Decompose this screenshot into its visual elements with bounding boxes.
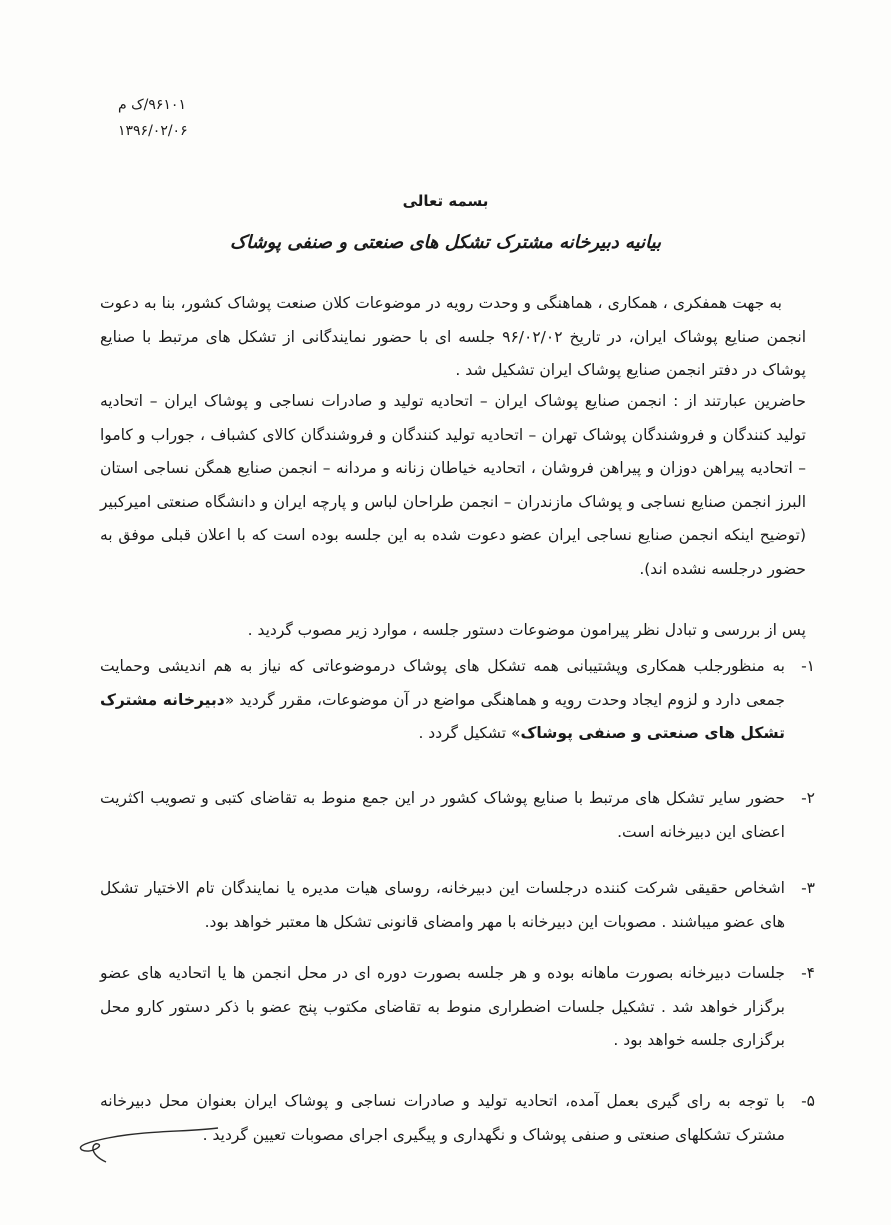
resolution-intro: پس از بررسی و تبادل نظر پیرامون موضوعات دستور جلسه ، موارد زیر مصوب گردید .	[247, 621, 806, 639]
resolution-item-1	[100, 650, 815, 751]
resolution-item-3	[100, 872, 815, 939]
reference-block	[118, 92, 218, 144]
resolution-item-2	[100, 782, 815, 849]
item-number: ۲-	[801, 789, 815, 807]
item-number: ۱-	[801, 657, 815, 675]
attendees-paragraph: حاضرین عبارتند از : انجمن صنایع پوشاک ایران – اتحادیه تولید و صادرات نساجی و پوشاک ایران – اتحادیه تولید کنندگان و فروشندگان پوشاک تهران – اتحادیه تولید کنندگان و فروشندگان کالای کشباف ، جوراب و کاموا – اتحادیه پیراهن دوزان و پیراهن فروشان ، اتحادیه خیاطان زنانه و مردانه – انجمن صنایع همگن نساجی استان البرز انجمن صنایع نساجی و پوشاک مازندران – انجمن طراحان لباس و پارچه ایران و دانشگاه صنعتی امیرکبیر (توضیح اینکه انجمن صنایع نساجی ایران عضو دعوت شده به این جلسه بوده است که با اعلان قبلی موفق به حضور درجلسه نشده اند).	[100, 392, 806, 578]
item-text-part: به منظورجلب همکاری وپشتیبانی همه تشکل های پوشاک درموضوعاتی که نیاز به هم اندیشی وحمایت جمعی دارد و لزوم ایجاد وحدت رویه و هماهنگی مواضع در آن موضوعات، مقرر گردید «	[100, 657, 785, 709]
intro-paragraph: به جهت همفکری ، همکاری ، هماهنگی و وحدت رویه در موضوعات کلان صنعت پوشاک کشور، بنا به دعوت انجمن صنایع پوشاک ایران، در تاریخ ۹۶/۰۲/۰۲ جلسه ای با حضور نمایندگانی از تشکل های مرتبط با صنایع پوشاک در دفتر انجمن صنایع پوشاک ایران تشکیل شد .	[100, 294, 806, 379]
item-text: حضور سایر تشکل های مرتبط با صنایع پوشاک کشور در این جمع منوط به تقاضای کتبی و تصویب اکثریت اعضای این دبیرخانه است.	[100, 789, 785, 841]
reference-number: ۹۶۱۰۱/ک م	[118, 97, 186, 113]
item-number: ۵-	[801, 1092, 815, 1110]
resolution-item-4	[100, 957, 815, 1058]
document-title: بیانیه دبیرخانه مشترک تشکل های صنعتی و صنفی پوشاک	[229, 232, 662, 253]
item-bold-text: دبیرخانه مشترک تشکل های صنعتی و صنفی پوشاک	[100, 690, 785, 742]
signature-mark	[68, 1110, 228, 1170]
item-number: ۴-	[801, 964, 815, 982]
item-text-part: » تشکیل گردد .	[418, 724, 521, 742]
basmala-heading: بسمه تعالی	[402, 192, 489, 210]
item-text: اشخاص حقیقی شرکت کننده درجلسات این دبیرخانه، روسای هیات مدیره یا نمایندگان تام الاختیار تشکل های عضو میباشند . مصوبات این دبیرخانه با مهر وامضای قانونی تشکل ها معتبر خواهد بود.	[100, 879, 785, 931]
item-text: جلسات دبیرخانه بصورت ماهانه بوده و هر جلسه بصورت دوره ای در محل انجمن ها یا اتحادیه های عضو برگزار خواهد شد . تشکیل جلسات اضطراری منوط به تقاضای مکتوب پنج عضو با ذکر دستور کارو محل برگزاری جلسه خواهد بود .	[100, 964, 785, 1049]
reference-date: ۱۳۹۶/۰۲/۰۶	[118, 123, 188, 139]
item-number: ۳-	[801, 879, 815, 897]
item-text	[100, 650, 785, 751]
item-text: با توجه به رای گیری بعمل آمده، اتحادیه تولید و صادرات نساجی و پوشاک ایران بعنوان محل دبیرخانه مشترک تشکلهای صنعتی و صنفی پوشاک و نگهداری و پیگیری اجرای مصوبات تعیین گردید .	[100, 1092, 785, 1144]
